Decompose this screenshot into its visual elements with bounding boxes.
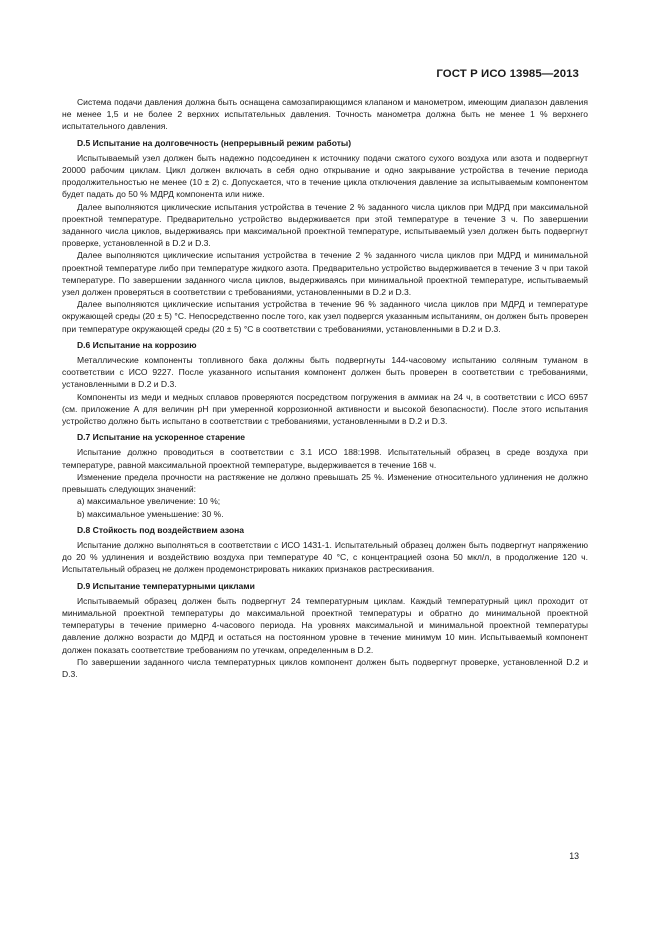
paragraph: Далее выполняются циклические испытания устройства в течение 96 % заданного числа циклов при МДРД и температуре окружающей среды (20 ± 5) °С. Непосредственно после того, как узел подвергся указанным испытаниям, он должен быть проверен при температуре окружающей среды (20 ± 5) °С в соответствии с требованиями, установленными в D.2 и D.3. <box>62 299 588 334</box>
section-heading-d7: D.7 Испытание на ускоренное старение <box>77 432 245 443</box>
document-body <box>62 96 588 680</box>
section-heading-d6: D.6 Испытание на коррозию <box>77 339 197 350</box>
list-item: b) максимальное уменьшение: 30 %. <box>77 508 224 519</box>
paragraph: Испытываемый образец должен быть подвергнут 24 температурным циклам. Каждый температурный цикл проходит от минимальной проектной температуры до максимальной проектной температуры и обратно до минимальной проектной температуры в течение примерно 4-часового периода. На уровнях максимальной и минимальной проектной температуры давление должно возрасти до МДРД и остаться на постоянном уровне в течение минимум 10 мин. Испытываемый компонент должен показать соответствие требованиям по утечкам, определенным в D.2. <box>62 595 588 655</box>
list-item: а) максимальное увеличение: 10 %; <box>77 496 221 507</box>
paragraph: Испытание должно выполняться в соответствии с ИСО 1431-1. Испытательный образец должен быть подвергнут напряжению до 20 % удлинения и воздействию воздуха при температуре 40 °С, с концентрацией озона 50 мкл/л, в продолжение 120 ч. Испытательный образец не должен продемонстрировать никаких признаков растрескивания. <box>62 539 588 575</box>
paragraph: Испытываемый узел должен быть надежно подсоединен к источнику подачи сжатого сухого воздуха или азота и подвергнут 20000 рабочим циклам. Цикл должен включать в себя одно открывание и одно закрывание устройства в течение периода продолжительностью не менее (10 ± 2) с. Допускается, что в течение цикла отключения давление за испытываемым компонентом будет падать до 50 % МДРД компонента или ниже. <box>62 152 588 200</box>
section-heading-d5: D.5 Испытание на долговечность (непрерывный режим работы) <box>77 137 352 148</box>
document-header: ГОСТ Р ИСО 13985—2013 <box>436 68 579 80</box>
paragraph: Металлические компоненты топливного бака должны быть подвергнуты 144-часовому испытанию соляным туманом в соответствии с ИСО 9227. После указанного испытания компонент должен быть проверен в соответствии с требованиями, установленными в D.2 и D.3. <box>62 355 588 390</box>
paragraph: Система подачи давления должна быть оснащена самозапирающимся клапаном и манометром, имеющим диапазон давления не менее 1,5 и не более 2 верхних испытательных давления. Точность манометра должна быть не менее 1 % верхнего испытательного давления. <box>62 97 588 132</box>
paragraph: По завершении заданного числа температурных циклов компонент должен быть подвергнут проверке, установленной D.2 и D.3. <box>62 656 588 679</box>
paragraph: Компоненты из меди и медных сплавов проверяются посредством погружения в аммиак на 24 ч, в соответствии с ИСО 6957 (см. приложение А для величин pH при умеренной коррозионной активности и высокой безопасности). После этого испытания устройство должно быть испытано в соответствии с требованиями, установленными в D.2 и D.3. <box>62 391 588 427</box>
section-heading-d8: D.8 Стойкость под воздействием азона <box>77 524 245 535</box>
paragraph: Далее выполняются циклические испытания устройства в течение 2 % заданного числа циклов при МДРД и минимальной проектной температуре либо при температуре жидкого азота. Предварительно устройство выдерживается в течение 3 ч при такой температуре. По завершении заданного числа циклов, выдерживаясь при минимальной проектной температуре, испытываемый узел должен проверяться в соответствии с требованиями, установленными в D.2 и D.3. <box>62 250 588 298</box>
page-number: 13 <box>569 851 579 861</box>
paragraph: Изменение предела прочности на растяжение не должно превышать 25 %. Изменение относительного удлинения не должно превышать следующих значений: <box>62 471 588 495</box>
paragraph: Далее выполняются циклические испытания устройства в течение 2 % заданного числа циклов при МДРД при максимальной проектной температуре. Предварительно устройство выдерживается при этой температуре в течение 3 ч. По завершении заданного числа циклов, выдерживаясь при максимальной проектной температуре, испытываемый узел должен быть подвергнут проверке, установленной в D.2 и D.3. <box>62 201 588 249</box>
section-heading-d9: D.9 Испытание температурными циклами <box>77 580 255 591</box>
paragraph: Испытание должно проводиться в соответствии с 3.1 ИСО 188:1998. Испытательный образец в среде воздуха при температуре, равной максимальной проектной температуре, выдерживается в течение 168 ч. <box>62 447 588 470</box>
